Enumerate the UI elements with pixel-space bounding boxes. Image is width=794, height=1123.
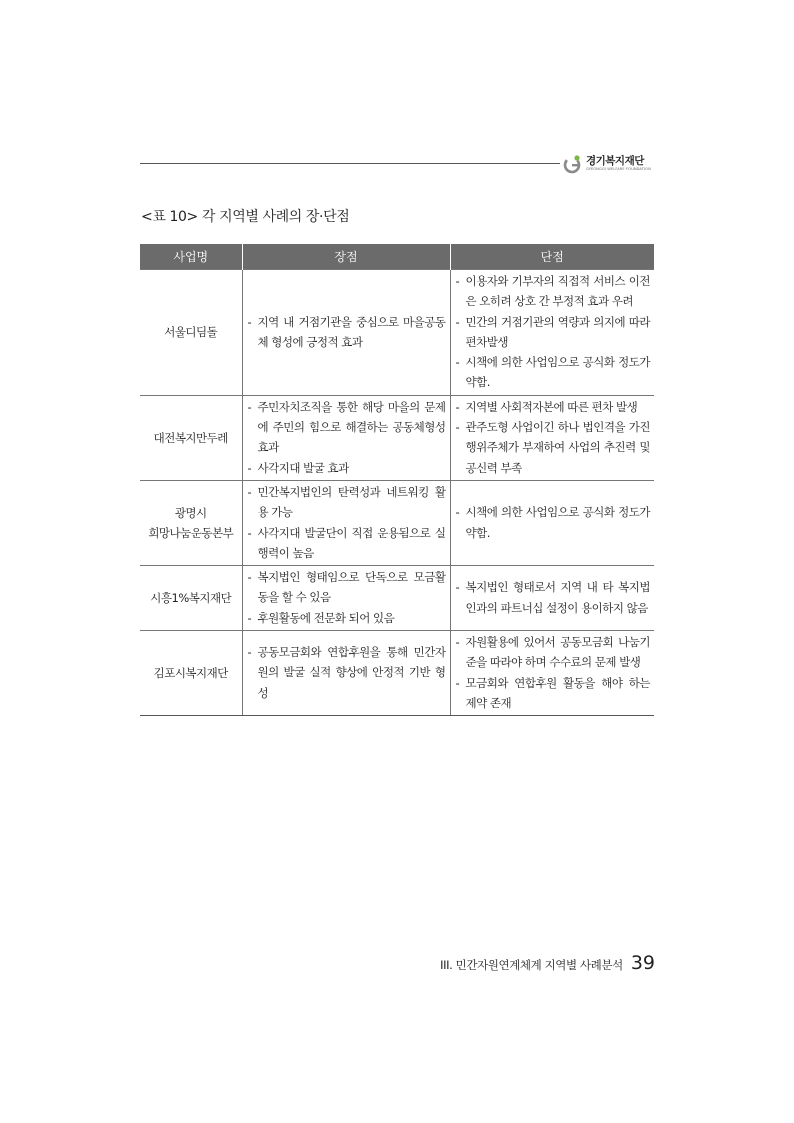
table-caption: <표 10> 각 지역별 사례의 장·단점: [141, 209, 350, 225]
pros-item: - 후원활동에 전문화 되어 있음: [248, 608, 446, 628]
table-header-row: [140, 244, 654, 270]
cons-cell: [450, 395, 654, 480]
pros-list: [248, 567, 446, 628]
project-name-cell: [140, 631, 242, 716]
pros-cell: [242, 395, 450, 480]
header-project-name: 사업명: [140, 244, 242, 270]
cons-item: - 자원활용에 있어서 공동모금회 나눔기준을 따라야 하며 수수료의 문제 발생: [456, 632, 651, 673]
cons-list: [456, 397, 651, 478]
project-name-line: 시흥1%복지재단: [150, 591, 232, 606]
cons-list: [456, 577, 651, 618]
foundation-logo: [563, 152, 663, 176]
comparison-table: [140, 244, 654, 716]
cons-item: - 지역별 사회적자본에 따른 편차 발생: [456, 397, 651, 417]
pros-cell: [242, 631, 450, 716]
org-name-en: GYEONGGI WELFARE FOUNDATION: [586, 167, 651, 172]
chapter-title: III. 민간자원연계체계 지역별 사례분석: [440, 958, 623, 972]
pros-list: [248, 312, 446, 353]
page-number: 39: [630, 952, 655, 974]
project-name-cell: [140, 566, 242, 631]
header-pros: 장점: [242, 244, 450, 270]
pros-list: [248, 642, 446, 703]
pros-cell: [242, 270, 450, 396]
project-name-line: 광명시: [174, 506, 207, 521]
project-name-cell: [140, 270, 242, 396]
project-name-cell: [140, 395, 242, 480]
page-footer: [440, 952, 655, 974]
cons-item: - 이용자와 기부자의 직접적 서비스 이전은 오히려 상호 간 부정적 효과 우려: [456, 271, 651, 312]
cons-item: - 민간의 거점기관의 역량과 의지에 따라 편차발생: [456, 312, 651, 353]
cons-list: [456, 632, 651, 713]
table-row: [140, 480, 654, 565]
pros-list: [248, 482, 446, 563]
cons-item: - 모금회와 연합후원 활동을 해야 하는 제약 존재: [456, 673, 651, 714]
org-name: 경기복지재단: [586, 154, 644, 167]
pros-cell: [242, 566, 450, 631]
project-name-line: 대전복지만두레: [153, 430, 228, 445]
pros-item: - 민간복지법인의 탄력성과 네트워킹 활용 가능: [248, 482, 446, 523]
header-rule: [140, 163, 560, 164]
project-name-line: 김포시복지재단: [153, 666, 228, 681]
cons-list: [456, 271, 651, 393]
pros-item: - 지역 내 거점기관을 중심으로 마을공동체 형성에 긍정적 효과: [248, 312, 446, 353]
table-row: [140, 566, 654, 631]
cons-item: - 복지법인 형태로서 지역 내 타 복지법인과의 파트너십 설정이 용이하지 않음: [456, 577, 651, 618]
pros-item: - 공동모금회와 연합후원을 통해 민간자원의 발굴 실적 향상에 안정적 기반 형성: [248, 642, 446, 703]
project-name-line: 희망나눔운동본부: [148, 526, 234, 541]
cons-item: - 관주도형 사업이긴 하나 법인격을 가진 행위주체가 부재하여 사업의 추진력 및 공신력 부족: [456, 417, 651, 478]
project-name-line: 서울디딤돌: [164, 325, 218, 340]
pros-list: [248, 397, 446, 478]
table-row: [140, 631, 654, 716]
table-row: [140, 270, 654, 396]
cons-item: - 시책에 의한 사업임으로 공식화 정도가 약함.: [456, 502, 651, 543]
header-cons: 단점: [450, 244, 654, 270]
table-body: [140, 270, 654, 716]
cons-cell: [450, 566, 654, 631]
table-row: [140, 395, 654, 480]
pros-cell: [242, 480, 450, 565]
project-name-cell: [140, 480, 242, 565]
cons-cell: [450, 480, 654, 565]
cons-cell: [450, 270, 654, 396]
foundation-logo-mark-icon: [563, 154, 583, 174]
cons-list: [456, 502, 651, 543]
pros-item: - 사각지대 발굴단이 직접 운용됨으로 실행력이 높음: [248, 523, 446, 564]
pros-item: - 복지법인 형태임으로 단독으로 모금활동을 할 수 있음: [248, 567, 446, 608]
pros-item: - 주민자치조직을 통한 해당 마을의 문제에 주민의 힘으로 해결하는 공동체형성 효과: [248, 397, 446, 458]
cons-cell: [450, 631, 654, 716]
pros-item: - 사각지대 발굴 효과: [248, 458, 446, 478]
cons-item: - 시책에 의한 사업임으로 공식화 정도가 약함.: [456, 352, 651, 393]
